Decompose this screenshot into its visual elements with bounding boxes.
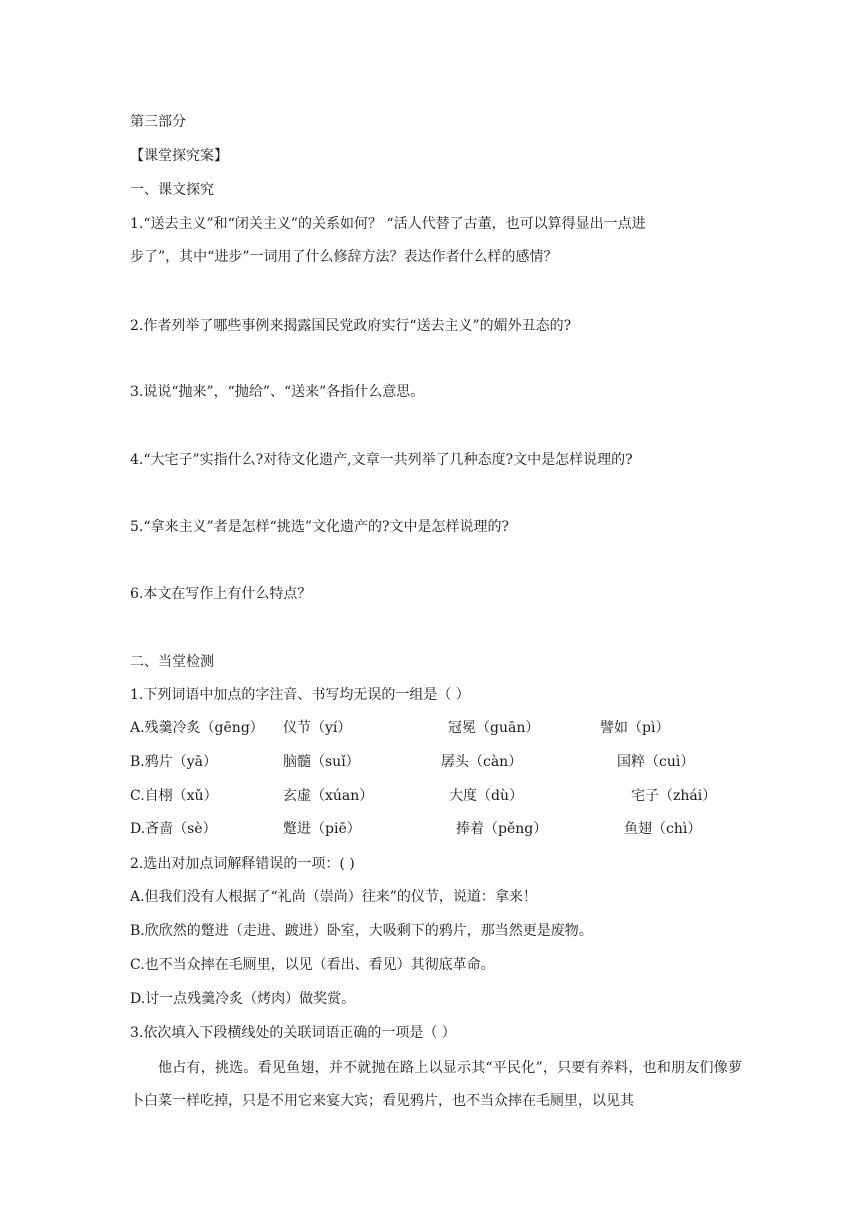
question-4: 4.“大宅子”实指什么?对待文化遗产,文章一共列举了几种态度?文中是怎样说理的? — [130, 452, 633, 468]
q1-option-d-3: 捧着（pěng） — [456, 821, 548, 837]
part2-title: 二、当堂检测 — [130, 654, 214, 670]
q1-stem: 1.下列词语中加点的字注音、书写均无误的一组是（ ） — [130, 687, 470, 703]
question-3: 3.说说“抛来”，“抛给”、“送来”各指什么意思。 — [130, 384, 425, 400]
q1-option-c-4: 宅子（zhái） — [631, 788, 717, 804]
question-1-line-1: 1.“送去主义”和“闭关主义”的关系如何？ “活人代替了古董，也可以算得显出一点进 — [130, 216, 646, 232]
q1-option-a-3: 冠冕（guān） — [448, 720, 540, 736]
q1-option-b-3: 孱头（càn） — [441, 754, 523, 770]
part1-title: 一、课文探究 — [130, 182, 214, 198]
q1-option-b-2: 脑髓（suǐ） — [283, 754, 360, 770]
q1-option-a-4: 譬如（pì） — [600, 720, 670, 736]
q3-passage: 他占有，挑选。看见鱼翅，并不就抛在路上以显示其“平民化”，只要有养料，也和朋友们像萝卜白菜一样吃掉，只是不用它来宴大宾；看见鸦片，也不当众摔在毛厕里，以见其 — [130, 1060, 742, 1109]
q3-stem: 3.依次填入下段横线处的关联词语正确的一项是（ ） — [130, 1025, 456, 1041]
q2-stem: 2.选出对加点词解释错误的一项：( ) — [130, 856, 355, 872]
q1-option-d-1: D.吝啬（sè） — [130, 821, 217, 837]
section-label: 第三部分 — [130, 114, 186, 130]
q1-option-c-2: 玄虚（xúan） — [283, 788, 374, 804]
question-5: 5.“拿来主义”者是怎样“挑选”文化遗产的?文中是怎样说理的? — [130, 519, 509, 535]
q1-option-d-4: 鱼翅（chì） — [624, 821, 702, 837]
q1-option-a-1: A.残羹冷炙（gēng） — [130, 720, 264, 736]
case-title: 【课堂探究案】 — [130, 148, 228, 164]
q2-option-a: A.但我们没有人根据了“礼尚（崇尚）往来”的仪节，说道：拿来！ — [130, 889, 537, 905]
q1-option-b-4: 国粹（cuì） — [617, 754, 695, 770]
question-2: 2.作者列举了哪些事例来揭露国民党政府实行“送去主义”的媚外丑态的? — [130, 318, 572, 334]
q2-option-c: C.也不当众摔在毛厕里，以见（看出、看见）其彻底革命。 — [130, 957, 495, 973]
q1-option-c-1: C.自栩（xǔ） — [130, 788, 218, 804]
q1-option-a-2: 仪节（yí） — [283, 720, 352, 736]
q2-option-d: D.讨一点残羹冷炙（烤肉）做奖赏。 — [130, 991, 356, 1007]
q2-option-b: B.欣欣然的蹩进（走进、踱进）卧室，大吸剩下的鸦片，那当然更是废物。 — [130, 923, 593, 939]
q1-option-d-2: 蹩进（piē） — [283, 821, 361, 837]
question-1-line-2: 步了”，其中“进步”一词用了什么修辞方法？表达作者什么样的感情？ — [130, 249, 558, 265]
question-6: 6.本文在写作上有什么特点？ — [130, 586, 312, 602]
q1-option-c-3: 大度（dù） — [449, 788, 523, 804]
q1-option-b-1: B.鸦片（yā） — [130, 754, 217, 770]
